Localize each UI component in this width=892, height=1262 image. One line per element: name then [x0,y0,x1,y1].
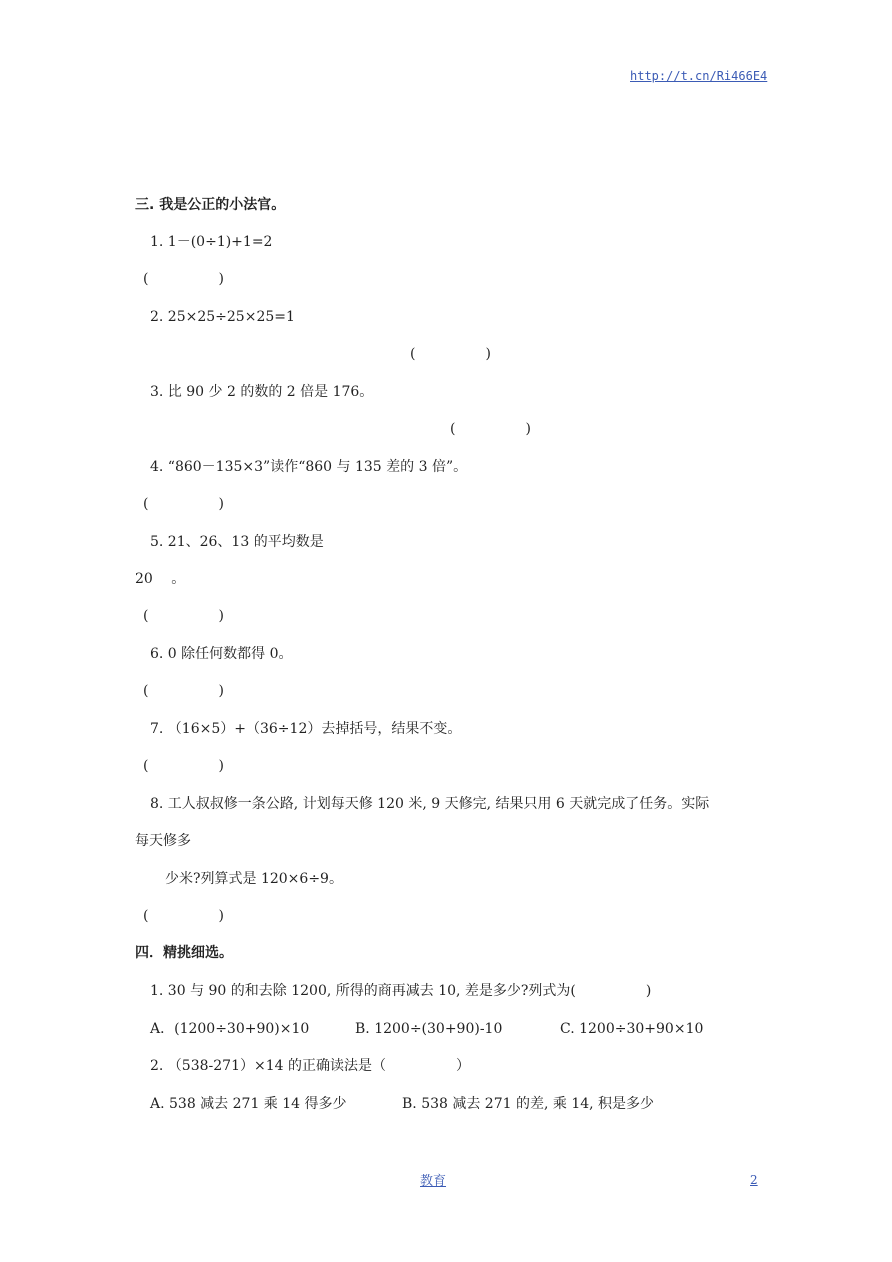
answer-paren-6: ( ) [143,683,224,699]
question-6: 6. 0 除任何数都得 0。 [150,646,293,662]
choice-1-option-c: C. 1200÷30+90×10 [560,1021,704,1037]
question-8-cont-2: 少米?列算式是 120×6÷9。 [165,871,343,887]
answer-paren-1: ( ) [143,271,224,287]
question-5: 5. 21、26、13 的平均数是 [150,534,324,550]
choice-2-option-b: B. 538 减去 271 的差, 乘 14, 积是多少 [402,1096,655,1112]
section-4-title: 四．精挑细选。 [135,945,233,961]
answer-paren-7: ( ) [143,758,224,774]
choice-question-2: 2. （538-271）×14 的正确读法是（ ） [150,1058,470,1074]
header-url-link[interactable]: http://t.cn/Ri466E4 [630,69,768,83]
choice-2-option-a: A. 538 减去 271 乘 14 得多少 [150,1096,347,1112]
question-7: 7. （16×5）+（36÷12）去掉括号，结果不变。 [150,721,462,737]
answer-paren-4: ( ) [143,496,224,512]
choice-1-option-a: A．(1200÷30+90)×10 [150,1021,310,1037]
question-3: 3. 比 90 少 2 的数的 2 倍是 176。 [150,384,374,400]
answer-paren-8: ( ) [143,908,224,924]
question-8-cont-1: 每天修多 [135,833,191,849]
answer-paren-3: ( ) [450,421,531,437]
question-8: 8. 工人叔叔修一条公路, 计划每天修 120 米, 9 天修完, 结果只用 6 天就完成了任务。实际 [150,796,710,812]
choice-question-1: 1. 30 与 90 的和去除 1200, 所得的商再减去 10, 差是多少?列式为( ) [150,983,652,999]
question-2: 2. 25×25÷25×25=1 [150,309,295,325]
answer-paren-2: ( ) [410,346,491,362]
page-number[interactable]: 2 [750,1173,758,1187]
choice-1-option-b: B. 1200÷(30+90)-10 [355,1021,503,1037]
question-4: 4. “860－135×3”读作“860 与 135 差的 3 倍”。 [150,459,468,475]
question-1: 1. 1－(0÷1)+1=2 [150,234,273,250]
footer-link[interactable]: 教育 [420,1174,447,1189]
question-5-cont: 20 。 [135,571,186,587]
section-3-title: 三. 我是公正的小法官。 [135,197,286,213]
answer-paren-5: ( ) [143,608,224,624]
